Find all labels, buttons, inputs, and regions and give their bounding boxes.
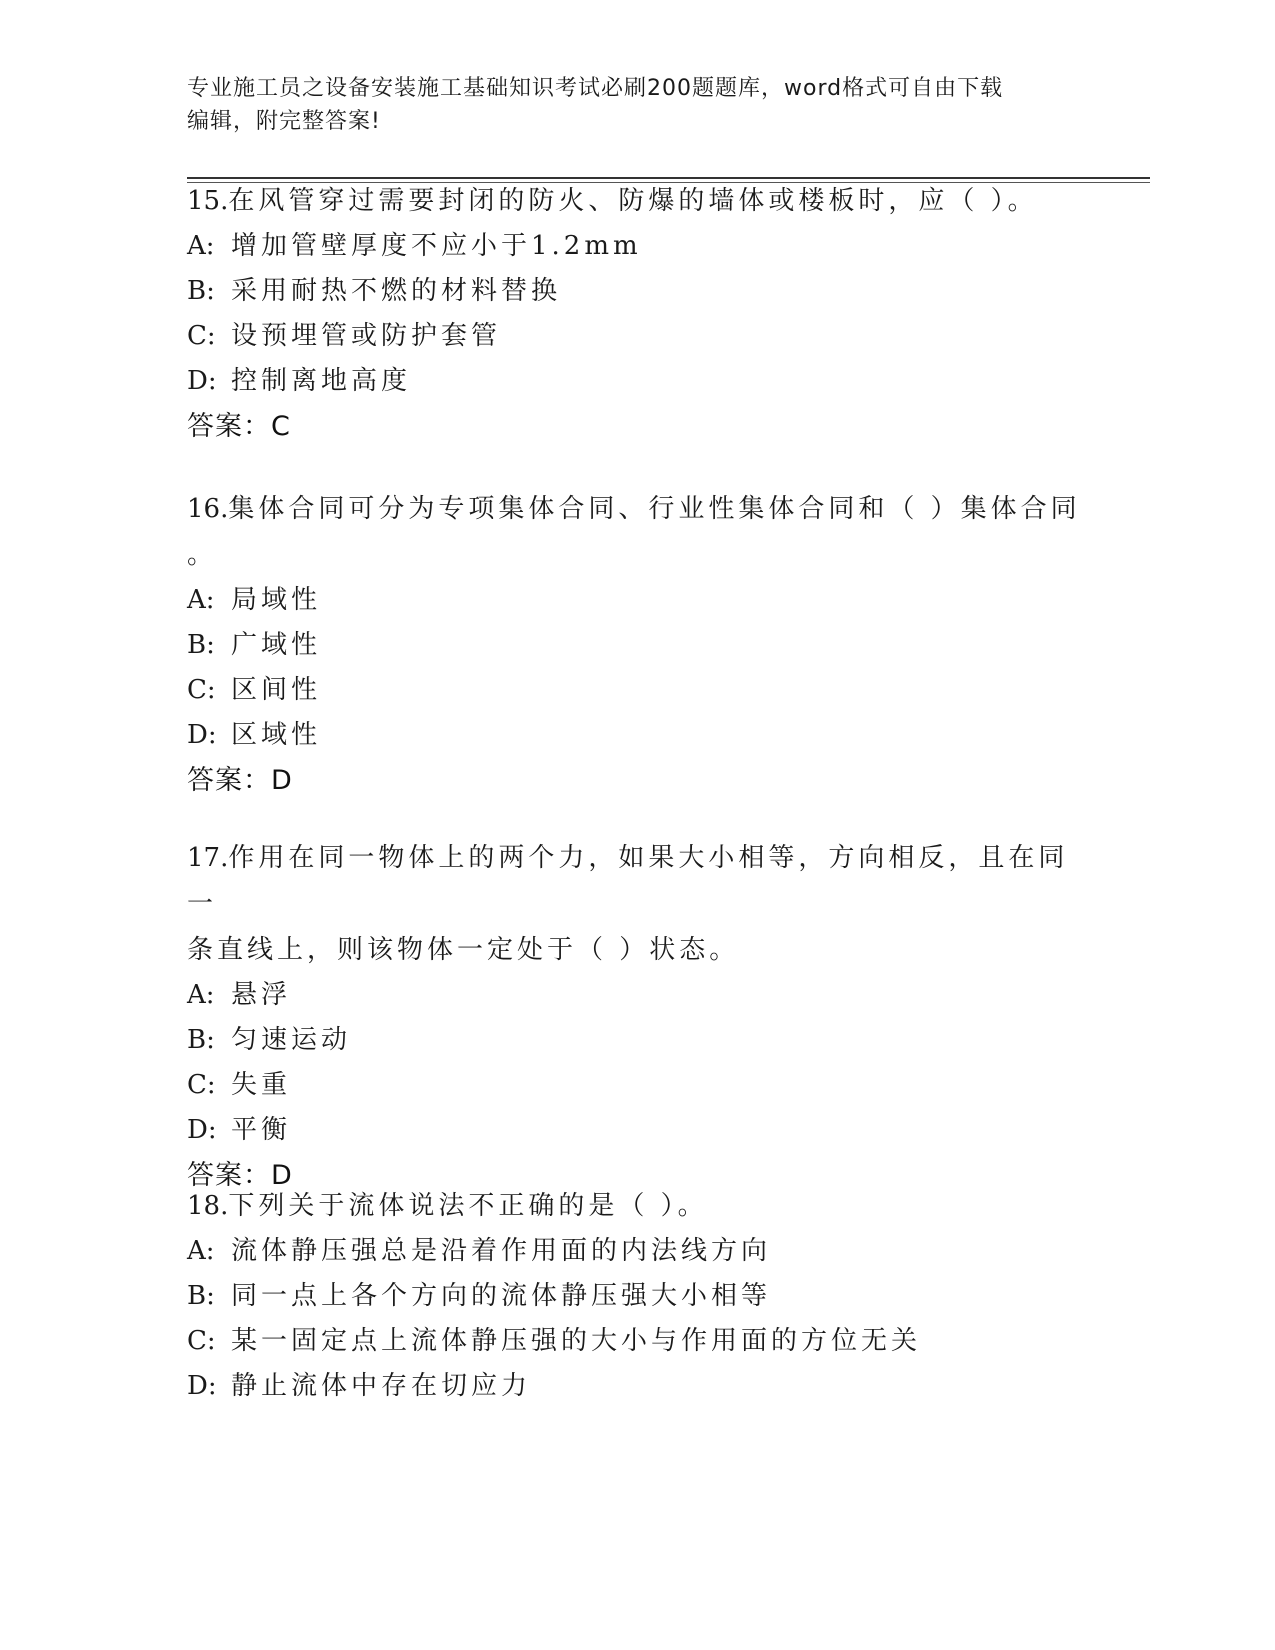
option-letter: C: [187, 1070, 216, 1100]
option-letter: D: [187, 366, 217, 396]
answer-value: D [271, 765, 293, 796]
option-d [187, 1364, 1087, 1409]
question-number: 15. [187, 186, 229, 216]
option-text: 控制离地高度 [231, 366, 412, 396]
option-text: 采用耐热不燃的材料替换 [231, 276, 562, 306]
option-text: 平衡 [231, 1115, 292, 1145]
answer-line [187, 404, 1087, 449]
option-b [187, 623, 1087, 668]
question-number: 17. [187, 843, 229, 873]
option-text: 失重 [231, 1070, 292, 1100]
option-letter: A: [187, 231, 215, 261]
option-letter: D: [187, 1115, 217, 1145]
option-b [187, 1274, 1087, 1319]
option-c [187, 1319, 1087, 1364]
question-text: 集体合同可分为专项集体合同、行业性集体合同和（ ）集体合同 [228, 494, 1081, 524]
answer-label: 答案： [187, 1160, 271, 1191]
option-a [187, 224, 1087, 269]
option-c [187, 1063, 1087, 1108]
option-letter: D: [187, 720, 217, 750]
question-stem-continued: 。 [187, 540, 218, 570]
option-c [187, 314, 1087, 359]
option-text: 广域性 [231, 630, 322, 660]
option-letter: C: [187, 321, 216, 351]
option-text: 某一固定点上流体静压强的大小与作用面的方位无关 [231, 1326, 922, 1356]
option-text: 增加管壁厚度不应小于1.2mm [231, 231, 642, 261]
option-letter: A: [187, 980, 215, 1010]
option-text: 局域性 [231, 585, 322, 615]
option-text: 静止流体中存在切应力 [231, 1371, 532, 1401]
document-header [187, 72, 1067, 138]
option-d [187, 713, 1087, 758]
option-text: 悬浮 [231, 980, 292, 1010]
option-text: 区间性 [231, 675, 322, 705]
header-line-1: 专业施工员之设备安装施工基础知识考试必刷200题题库，word格式可自由下载 [187, 76, 1004, 101]
option-letter: D: [187, 1371, 217, 1401]
answer-label: 答案： [187, 411, 271, 442]
question-stem [187, 835, 1087, 927]
option-d [187, 359, 1087, 404]
option-b [187, 269, 1087, 314]
answer-label: 答案： [187, 765, 271, 796]
option-letter: B: [187, 276, 215, 306]
option-text: 匀速运动 [231, 1025, 352, 1055]
option-text: 设预埋管或防护套管 [231, 321, 502, 351]
option-c [187, 668, 1087, 713]
option-letter: B: [187, 1025, 215, 1055]
option-text: 区域性 [231, 720, 322, 750]
question-17 [187, 835, 1087, 1198]
option-b [187, 1018, 1087, 1063]
question-18 [187, 1183, 1087, 1409]
answer-value: C [271, 411, 291, 442]
option-letter: A: [187, 585, 215, 615]
question-stem [187, 178, 1087, 224]
question-number: 16. [187, 494, 229, 524]
option-letter: C: [187, 675, 216, 705]
question-stem [187, 486, 1087, 532]
option-letter: A: [187, 1236, 215, 1266]
question-text: 作用在同一物体上的两个力，如果大小相等，方向相反，且在同一 [187, 843, 1069, 919]
answer-line [187, 758, 1087, 803]
question-stem-continued: 条直线上，则该物体一定处于（ ）状态。 [187, 935, 740, 965]
question-15 [187, 178, 1087, 449]
header-line-2: 编辑，附完整答案! [187, 109, 381, 134]
option-a [187, 1229, 1087, 1274]
answer-value: D [271, 1160, 293, 1191]
option-letter: B: [187, 1281, 215, 1311]
question-text: 下列关于流体说法不正确的是（ ）。 [228, 1191, 708, 1221]
question-text: 在风管穿过需要封闭的防火、防爆的墙体或楼板时，应（ ）。 [228, 186, 1038, 216]
option-letter: B: [187, 630, 215, 660]
option-text: 同一点上各个方向的流体静压强大小相等 [231, 1281, 772, 1311]
option-letter: C: [187, 1326, 216, 1356]
option-d [187, 1108, 1087, 1153]
option-text: 流体静压强总是沿着作用面的内法线方向 [231, 1236, 772, 1266]
question-16 [187, 486, 1087, 803]
option-a [187, 578, 1087, 623]
question-number: 18. [187, 1191, 229, 1221]
question-stem [187, 1183, 1087, 1229]
option-a [187, 973, 1087, 1018]
